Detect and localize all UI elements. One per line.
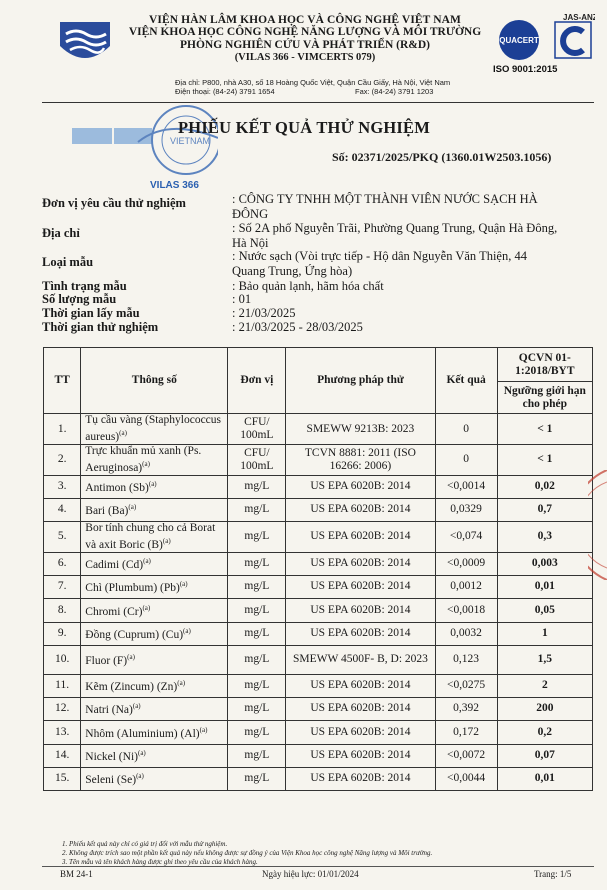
cell-method: US EPA 6020B: 2014 bbox=[286, 674, 435, 697]
cell-result: <0,0275 bbox=[435, 674, 497, 697]
col-limit: Ngưỡng giới hạn cho phép bbox=[497, 382, 592, 414]
info-label: Tình trạng mẫu bbox=[42, 279, 127, 293]
phone-text: Điện thoại: (84-24) 3791 1654 bbox=[175, 87, 275, 96]
quacert-logo bbox=[485, 10, 595, 76]
cell-unit: mg/L bbox=[228, 767, 286, 790]
cell-result: 0,172 bbox=[435, 720, 497, 744]
table-row bbox=[44, 767, 593, 790]
cell-result: 0,0012 bbox=[435, 575, 497, 598]
param-name: Trực khuẩn mủ xanh (Ps. Aeruginosa) bbox=[85, 445, 202, 474]
table-row bbox=[44, 622, 593, 645]
cell-tt: 3. bbox=[44, 475, 81, 498]
info-value-line: ĐÔNG bbox=[232, 207, 269, 221]
cell-method: TCVN 8881: 2011 (ISO 16266: 2006) bbox=[286, 445, 435, 476]
cell-tt: 9. bbox=[44, 622, 81, 645]
form-code: BM 24-1 bbox=[60, 869, 93, 879]
param-name: Đồng (Cuprum) (Cu) bbox=[85, 629, 184, 642]
note-3: 3. Tên mẫu và tên khách hàng được ghi theo yêu cầu của khách hàng. bbox=[62, 858, 258, 866]
accreditation-mark: (a) bbox=[142, 460, 150, 468]
cell-unit: mg/L bbox=[228, 720, 286, 744]
cell-unit: CFU/ 100mL bbox=[228, 445, 286, 476]
accreditation-mark: (a) bbox=[177, 679, 186, 688]
table-row bbox=[44, 552, 593, 575]
cell-limit: < 1 bbox=[497, 414, 592, 445]
footer-divider bbox=[42, 866, 594, 867]
cell-limit: 0,01 bbox=[497, 575, 592, 598]
jas-anz-label: JAS-ANZ bbox=[563, 13, 595, 22]
address-text: Địa chỉ: P800, nhà A30, số 18 Hoàng Quốc Việt, Quận Cầu Giấy, Hà Nội, Việt Nam bbox=[175, 78, 451, 87]
accreditation-mark: (a) bbox=[179, 580, 188, 589]
cell-limit: 0,07 bbox=[497, 744, 592, 767]
info-value-line: : Nước sạch (Vòi trực tiếp - Hộ dân Nguyễn Văn Thiện, 44 bbox=[232, 249, 527, 263]
info-value-line: : 01 bbox=[232, 292, 252, 306]
note-2: 2. Không được trích sao một phần kết quả này nếu không được sự đồng ý của Viện Khoa học công nghệ Năng lượng và Môi trường. bbox=[62, 849, 433, 857]
report-title: PHIẾU KẾT QUẢ THỬ NGHIỆM bbox=[178, 118, 431, 137]
param-name: Cadimi (Cd) bbox=[85, 559, 144, 572]
cell-tt: 15. bbox=[44, 767, 81, 790]
quacert-badge bbox=[485, 10, 595, 76]
info-label: Thời gian thử nghiệm bbox=[42, 320, 159, 334]
info-value-line: Hà Nội bbox=[232, 236, 269, 250]
cell-param bbox=[81, 598, 228, 622]
org-line-1: VIỆN HÀN LÂM KHOA HỌC VÀ CÔNG NGHỆ VIỆT NAM bbox=[149, 14, 461, 26]
table-row bbox=[44, 598, 593, 622]
table-row bbox=[44, 674, 593, 697]
accreditation-mark: (a) bbox=[142, 603, 151, 612]
info-value-line: Quang Trung, Ứng hòa) bbox=[232, 264, 353, 278]
param-name: Bari (Ba) bbox=[85, 505, 129, 518]
accreditation-mark: (a) bbox=[119, 429, 127, 438]
effective-date: Ngày hiệu lực: 01/01/2024 bbox=[262, 869, 359, 879]
cell-param bbox=[81, 720, 228, 744]
cell-method: US EPA 6020B: 2014 bbox=[286, 622, 435, 645]
cell-tt: 11. bbox=[44, 674, 81, 697]
cell-unit: mg/L bbox=[228, 697, 286, 720]
contact-block bbox=[175, 78, 450, 96]
cell-tt: 7. bbox=[44, 575, 81, 598]
param-name: Antimon (Sb) bbox=[85, 482, 149, 495]
cell-param bbox=[81, 767, 228, 790]
cell-method: US EPA 6020B: 2014 bbox=[286, 521, 435, 552]
cell-tt: 14. bbox=[44, 744, 81, 767]
report-number: Số: 02371/2025/PKQ (1360.01W2503.1056) bbox=[332, 150, 552, 164]
cell-method: SMEWW 9213B: 2023 bbox=[286, 414, 435, 445]
info-label: Loại mẫu bbox=[42, 255, 94, 269]
cell-param bbox=[81, 552, 228, 575]
cell-tt: 10. bbox=[44, 645, 81, 674]
cell-limit: 0,3 bbox=[497, 521, 592, 552]
results-body bbox=[44, 414, 593, 791]
param-name: Natri (Na) bbox=[85, 704, 133, 717]
cell-unit: CFU/ 100mL bbox=[228, 414, 286, 445]
param-name: Seleni (Se) bbox=[85, 774, 137, 787]
cell-unit: mg/L bbox=[228, 598, 286, 622]
col-qcvn: QCVN 01-1:2018/BYT bbox=[497, 348, 592, 382]
cell-tt: 2. bbox=[44, 445, 81, 476]
red-seal-edge bbox=[588, 470, 607, 580]
param-name: Nhôm (Aluminium) (Al) bbox=[85, 727, 200, 740]
cell-result: <0,0018 bbox=[435, 598, 497, 622]
notes-block bbox=[62, 840, 432, 867]
iso-label: ISO 9001:2015 bbox=[493, 64, 558, 75]
cell-param bbox=[81, 622, 228, 645]
accreditation-mark: (a) bbox=[136, 772, 144, 781]
cell-result: <0,0009 bbox=[435, 552, 497, 575]
cell-param bbox=[81, 674, 228, 697]
cell-tt: 13. bbox=[44, 720, 81, 744]
cell-method: US EPA 6020B: 2014 bbox=[286, 575, 435, 598]
accreditation-mark: (a) bbox=[199, 725, 208, 734]
cell-result: <0,0072 bbox=[435, 744, 497, 767]
info-label: Đơn vị yêu cầu thử nghiệm bbox=[42, 196, 186, 210]
param-name: Chì (Plumbum) (Pb) bbox=[85, 582, 180, 595]
cell-method: US EPA 6020B: 2014 bbox=[286, 552, 435, 575]
col-result: Kết quả bbox=[435, 348, 497, 414]
cell-method: US EPA 6020B: 2014 bbox=[286, 598, 435, 622]
table-row bbox=[44, 720, 593, 744]
col-method: Phương pháp thử bbox=[286, 348, 435, 414]
cell-unit: mg/L bbox=[228, 674, 286, 697]
cell-param bbox=[81, 744, 228, 767]
param-name: Tụ cầu vàng (Staphylococcus aureus) bbox=[85, 414, 222, 443]
table-row bbox=[44, 575, 593, 598]
param-name: Bor tính chung cho cả Borat và axit Boric (B) bbox=[85, 521, 216, 551]
cell-param bbox=[81, 575, 228, 598]
cell-limit: 0,05 bbox=[497, 598, 592, 622]
cell-result: 0,0329 bbox=[435, 498, 497, 521]
accreditation-mark: (a) bbox=[183, 627, 191, 636]
cell-limit: 200 bbox=[497, 697, 592, 720]
page-number: Trang: 1/5 bbox=[534, 869, 572, 879]
col-unit: Đơn vị bbox=[228, 348, 286, 414]
cell-result: 0,123 bbox=[435, 645, 497, 674]
col-tt: TT bbox=[44, 348, 81, 414]
note-1: 1. Phiếu kết quả này chỉ có giá trị đối với mẫu thử nghiệm. bbox=[62, 840, 228, 848]
info-value-line: : 21/03/2025 bbox=[232, 306, 296, 320]
table-row bbox=[44, 744, 593, 767]
cell-result: 0 bbox=[435, 414, 497, 445]
stamp-country: VIETNAM bbox=[170, 136, 211, 146]
cell-limit: 0,2 bbox=[497, 720, 592, 744]
accreditation-mark: (a) bbox=[143, 557, 151, 566]
vilas-stamp bbox=[68, 98, 218, 190]
cell-limit: 1,5 bbox=[497, 645, 592, 674]
cell-unit: mg/L bbox=[228, 552, 286, 575]
cell-result: <0,074 bbox=[435, 521, 497, 552]
institute-logo bbox=[50, 14, 120, 72]
cell-unit: mg/L bbox=[228, 744, 286, 767]
table-row bbox=[44, 445, 593, 476]
cell-unit: mg/L bbox=[228, 645, 286, 674]
cell-method: US EPA 6020B: 2014 bbox=[286, 697, 435, 720]
organization-header bbox=[115, 14, 495, 63]
cell-param bbox=[81, 697, 228, 720]
cell-param bbox=[81, 475, 228, 498]
cell-unit: mg/L bbox=[228, 475, 286, 498]
quacert-label: QUACERT bbox=[499, 36, 539, 45]
cell-limit: 0,02 bbox=[497, 475, 592, 498]
accreditation-mark: (a) bbox=[137, 749, 146, 758]
cell-result: <0,0044 bbox=[435, 767, 497, 790]
org-line-2: VIỆN KHOA HỌC CÔNG NGHỆ NĂNG LƯỢNG VÀ MÔI TRƯỜNG bbox=[128, 26, 482, 38]
cell-tt: 1. bbox=[44, 414, 81, 445]
accreditation-mark: (a) bbox=[128, 503, 137, 512]
cell-result: <0,0014 bbox=[435, 475, 497, 498]
param-name: Nickel (Ni) bbox=[85, 751, 138, 764]
cell-param bbox=[81, 498, 228, 521]
cell-limit: 1 bbox=[497, 622, 592, 645]
cell-method: US EPA 6020B: 2014 bbox=[286, 720, 435, 744]
cell-limit: 0,7 bbox=[497, 498, 592, 521]
accreditation-mark: (a) bbox=[148, 480, 157, 489]
accreditation-mark: (a) bbox=[127, 653, 135, 662]
param-name: Chromi (Cr) bbox=[85, 605, 143, 618]
info-value-line: : Số 2A phố Nguyễn Trãi, Phường Quang Trung, Quận Hà Đông, bbox=[232, 221, 558, 235]
cell-result: 0,392 bbox=[435, 697, 497, 720]
cell-limit: 2 bbox=[497, 674, 592, 697]
cell-result: 0 bbox=[435, 445, 497, 476]
cell-result: 0,0032 bbox=[435, 622, 497, 645]
cell-limit: < 1 bbox=[497, 445, 592, 476]
cell-unit: mg/L bbox=[228, 575, 286, 598]
col-param: Thông số bbox=[81, 348, 228, 414]
results-table bbox=[43, 347, 593, 791]
cell-param bbox=[81, 414, 228, 445]
table-row bbox=[44, 521, 593, 552]
info-label: Thời gian lấy mẫu bbox=[42, 306, 140, 320]
cell-unit: mg/L bbox=[228, 622, 286, 645]
stamp-text: VILAS 366 bbox=[150, 180, 199, 190]
cell-param bbox=[81, 645, 228, 674]
fax-text: Fax: (84-24) 3791 1203 bbox=[355, 87, 434, 96]
table-row bbox=[44, 475, 593, 498]
cell-method: SMEWW 4500F- B, D: 2023 bbox=[286, 645, 435, 674]
accreditation-mark: (a) bbox=[162, 536, 171, 545]
cell-unit: mg/L bbox=[228, 521, 286, 552]
cell-limit: 0,01 bbox=[497, 767, 592, 790]
cell-tt: 6. bbox=[44, 552, 81, 575]
info-label: Địa chỉ bbox=[42, 226, 80, 240]
table-row bbox=[44, 645, 593, 674]
cell-method: US EPA 6020B: 2014 bbox=[286, 475, 435, 498]
cell-param bbox=[81, 445, 228, 476]
org-line-4: (VILAS 366 - VIMCERTS 079) bbox=[234, 52, 376, 63]
org-line-3: PHÒNG NGHIÊN CỨU VÀ PHÁT TRIỂN (R&D) bbox=[179, 39, 431, 51]
table-row bbox=[44, 414, 593, 445]
table-row bbox=[44, 498, 593, 521]
param-name: Kẽm (Zincum) (Zn) bbox=[85, 681, 178, 694]
cell-limit: 0,003 bbox=[497, 552, 592, 575]
cell-tt: 4. bbox=[44, 498, 81, 521]
cell-param bbox=[81, 521, 228, 552]
param-name: Fluor (F) bbox=[85, 655, 128, 668]
cell-tt: 12. bbox=[44, 697, 81, 720]
cell-method: US EPA 6020B: 2014 bbox=[286, 744, 435, 767]
info-value-line: : CÔNG TY TNHH MỘT THÀNH VIÊN NƯỚC SẠCH HÀ bbox=[232, 192, 538, 206]
table-row bbox=[44, 697, 593, 720]
cell-tt: 5. bbox=[44, 521, 81, 552]
cell-method: US EPA 6020B: 2014 bbox=[286, 767, 435, 790]
accreditation-mark: (a) bbox=[132, 702, 141, 711]
cell-unit: mg/L bbox=[228, 498, 286, 521]
cell-method: US EPA 6020B: 2014 bbox=[286, 498, 435, 521]
info-value-line: : Bảo quản lạnh, hãm hóa chất bbox=[232, 279, 384, 293]
cell-tt: 8. bbox=[44, 598, 81, 622]
info-label: Số lượng mẫu bbox=[42, 292, 117, 306]
info-value-line: : 21/03/2025 - 28/03/2025 bbox=[232, 320, 363, 334]
